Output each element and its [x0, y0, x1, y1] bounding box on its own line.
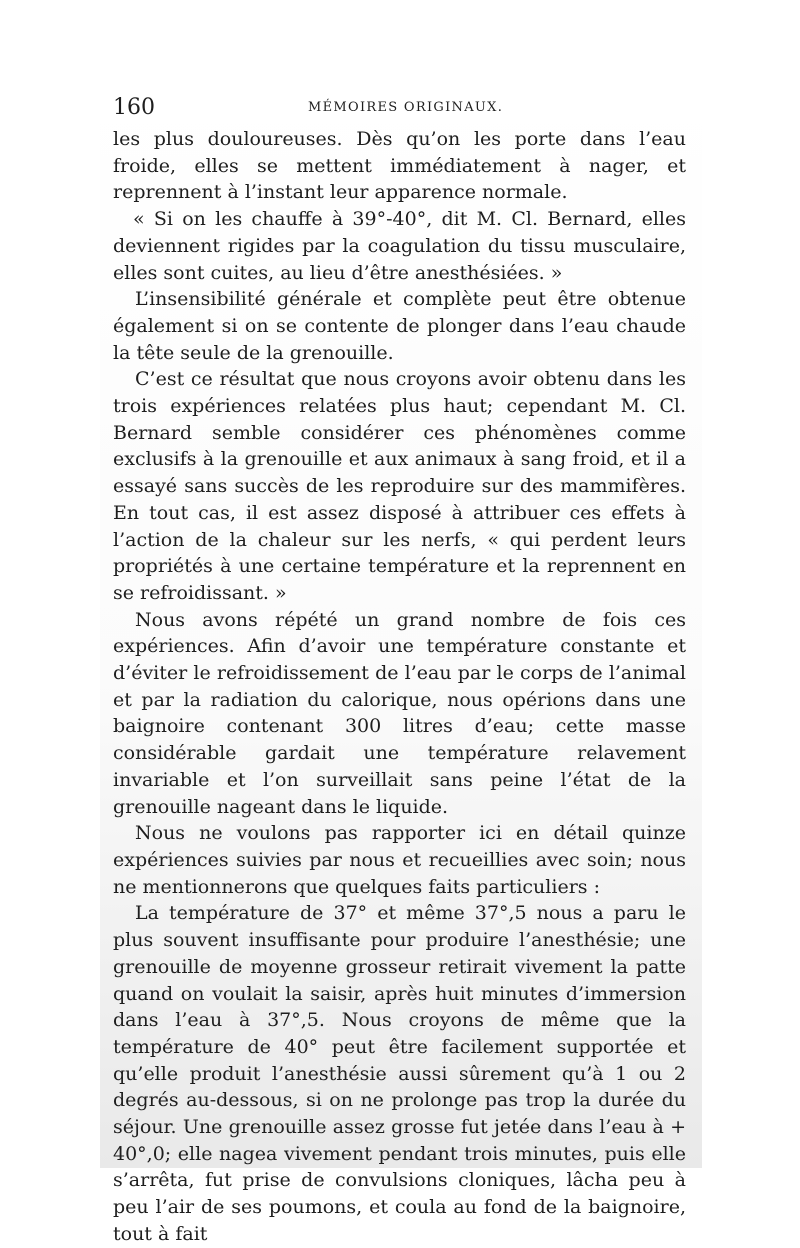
paragraph-experiments: Nous avons répété un grand nombre de fois ces expériences. Afin d’avoir une température constante et d’éviter le refroidissement de l’eau par le corps de l’animal et par la radiation du calorique, nous opérions dans une baignoire contenant 300 litres d’eau; cette masse considérable gardait une température relavement invariable et l’on surveillait sans peine l’état de la grenouille nageant dans le liquide.: [113, 608, 686, 818]
page-number: 160: [113, 95, 155, 120]
running-title: MÉMOIRES ORIGINAUX.: [308, 100, 504, 115]
paragraph-bernard-quote: « Si on les chauffe à 39°-40°, dit M. Cl. Bernard, elles deviennent rigides par la coagulation du tissu musculaire, elles sont cuites, au lieu d’être anesthésiées. »: [113, 208, 686, 284]
body-text: [113, 126, 686, 1248]
paragraph-insensibility: L’insensibilité générale et complète peut être obtenue également si on se contente de plonger dans l’eau chaude la tête seule de la grenouille.: [113, 288, 686, 364]
paragraph-result: C’est ce résultat que nous croyons avoir obtenu dans les trois expériences relatées plus haut; cependant M. Cl. Bernard semble considérer ces phénomènes comme exclusifs à la grenouille et aux animaux à sang froid, et il a essayé sans succès de les reproduire sur des mammifères. En tout cas, il est assez disposé à attribuer ces effets à l’action de la chaleur sur les nerfs, « qui perdent leurs propriétés à une certaine température et la reprennent en se refroidissant. »: [113, 368, 686, 604]
page-header: [113, 94, 686, 122]
paragraph-temperature: La température de 37° et même 37°,5 nous a paru le plus souvent insuffisante pour produire l’anesthésie; une grenouille de moyenne grosseur retirait vivement la patte quand on voulait la saisir, après huit minutes d’immersion dans l’eau à 37°,5. Nous croyons de même que la température de 40° peut être facilement supportée et qu’elle produit l’anesthésie aussi sûrement qu’à 1 ou 2 degrés au-dessous, si on ne prolonge pas trop la durée du séjour. Une grenouille assez grosse fut jetée dans l’eau à + 40°,0; elle nagea vivement pendant trois minutes, puis elle s’arrêta, fut prise de convulsions cloniques, lâcha peu à peu l’air de ses poumons, et coula au fond de la baignoire, tout à fait: [113, 902, 686, 1245]
paragraph-continuation: les plus douloureuses. Dès qu’on les porte dans l’eau froide, elles se mettent immédiatement à nager, et reprennent à l’instant leur apparence normale.: [113, 128, 686, 204]
paragraph-selected-facts: Nous ne voulons pas rapporter ici en détail quinze expériences suivies par nous et recueillies avec soin; nous ne mentionnerons que quelques faits particuliers :: [113, 822, 686, 898]
